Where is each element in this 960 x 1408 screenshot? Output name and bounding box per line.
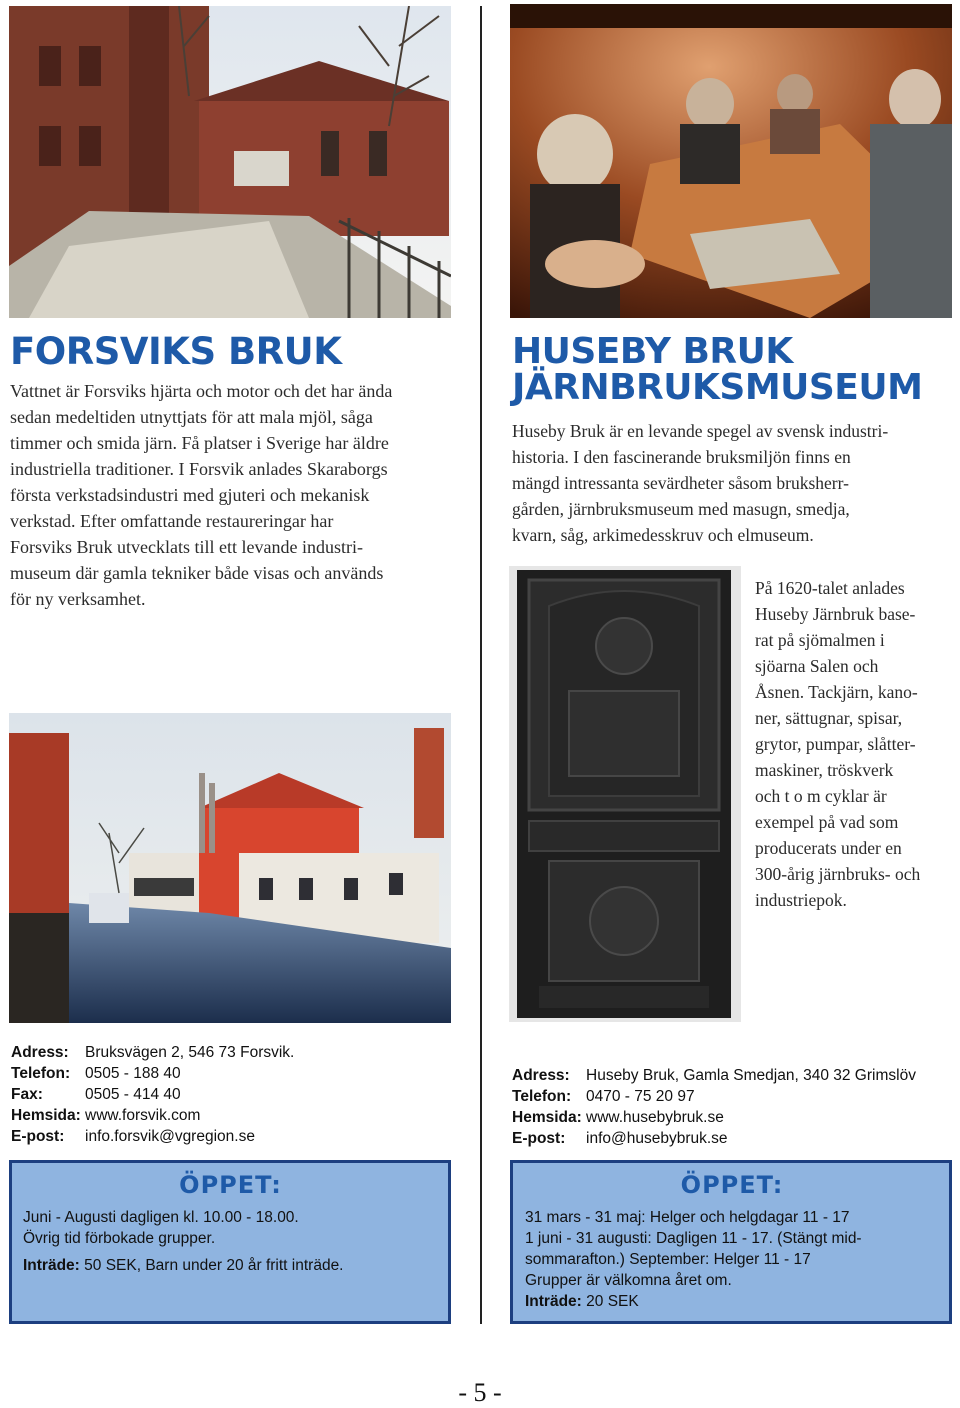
opening-line: 1 juni - 31 augusti: Dagligen 11 - 17. (Stängt mid- bbox=[525, 1230, 862, 1247]
photo-forsvik-mill bbox=[9, 6, 451, 318]
website-link[interactable]: www.forsvik.com bbox=[85, 1107, 201, 1124]
contact-label: E-post: bbox=[512, 1130, 566, 1147]
huseby-line: gården, järnbruksmuseum med masugn, smedja, bbox=[512, 499, 850, 519]
contact-value: 0470 - 75 20 97 bbox=[586, 1088, 695, 1105]
contact-label: Telefon: bbox=[11, 1065, 71, 1082]
side-line: grytor, pumpar, slåtter- bbox=[755, 734, 916, 754]
side-line: och t o m cyklar är bbox=[755, 786, 887, 806]
side-line: producerats under en bbox=[755, 838, 902, 858]
contact-label: Adress: bbox=[512, 1067, 570, 1084]
contact-label: Hemsida: bbox=[11, 1107, 81, 1124]
side-line: 300-årig järnbruks- och bbox=[755, 864, 921, 884]
forsvik-line: Vattnet är Forsviks hjärta och motor och det har ända bbox=[10, 381, 393, 401]
forsvik-contact bbox=[11, 1042, 294, 1147]
huseby-line: Huseby Bruk är en levande spegel av svensk industri- bbox=[512, 421, 889, 441]
page-number: - 5 - bbox=[458, 1378, 502, 1407]
entry-fee bbox=[525, 1291, 939, 1312]
opening-title: ÖPPET: bbox=[179, 1171, 282, 1199]
huseby-title-line2: JÄRNBRUKSMUSEUM bbox=[512, 367, 923, 408]
forsvik-title: FORSVIKS BRUK bbox=[10, 330, 342, 373]
side-line: industriepok. bbox=[755, 890, 847, 910]
side-line: maskiner, tröskverk bbox=[755, 760, 894, 780]
side-line: På 1620-talet anlades bbox=[755, 578, 905, 598]
contact-email bbox=[11, 1126, 294, 1147]
photo-forsvik-canal bbox=[9, 713, 451, 1023]
contact-label: Telefon: bbox=[512, 1088, 572, 1105]
forsvik-line: timmer och smida järn. Få platser i Sverige har äldre bbox=[10, 433, 389, 453]
huseby-opening-hours bbox=[510, 1160, 952, 1324]
huseby-description bbox=[512, 418, 888, 548]
contact-website bbox=[11, 1105, 294, 1126]
side-line: Huseby Järnbruk base- bbox=[755, 604, 916, 624]
contact-label: Fax: bbox=[11, 1086, 43, 1103]
photo-cast-iron-plate bbox=[509, 566, 741, 1022]
website-link[interactable]: www.husebybruk.se bbox=[586, 1109, 724, 1126]
entry-value: 50 SEK, Barn under 20 år fritt inträde. bbox=[84, 1257, 344, 1274]
opening-line: 31 mars - 31 maj: Helger och helgdagar 11 - 17 bbox=[525, 1209, 850, 1226]
huseby-contact bbox=[512, 1065, 916, 1149]
side-line: exempel på vad som bbox=[755, 812, 899, 832]
side-line: Åsnen. Tackjärn, kano- bbox=[755, 682, 918, 702]
contact-phone bbox=[11, 1063, 294, 1084]
huseby-line: mängd intressanta sevärdheter såsom bruksherr- bbox=[512, 473, 849, 493]
contact-label: E-post: bbox=[11, 1128, 65, 1145]
opening-line: sommarafton.) September: Helger 11 - 17 bbox=[525, 1251, 811, 1268]
contact-fax bbox=[11, 1084, 294, 1105]
huseby-line: historia. I den fascinerande bruksmiljön finns en bbox=[512, 447, 851, 467]
contact-phone bbox=[512, 1086, 916, 1107]
forsvik-description bbox=[10, 378, 392, 612]
huseby-title-line1: HUSEBY BRUK bbox=[512, 331, 793, 372]
side-line: rat på sjömalmen i bbox=[755, 630, 885, 650]
email-link[interactable]: info.forsvik@vgregion.se bbox=[85, 1128, 255, 1145]
contact-address bbox=[512, 1065, 916, 1086]
forsvik-line: museum där gamla tekniker både visas och används bbox=[10, 563, 384, 583]
email-link[interactable]: info@husebybruk.se bbox=[586, 1130, 728, 1147]
contact-value: 0505 - 188 40 bbox=[85, 1065, 181, 1082]
column-divider bbox=[480, 6, 482, 1324]
contact-value: Huseby Bruk, Gamla Smedjan, 340 32 Grimslöv bbox=[586, 1067, 916, 1084]
entry-label: Inträde: bbox=[23, 1257, 80, 1274]
forsvik-line: Forsviks Bruk utvecklats till ett levande industri- bbox=[10, 537, 363, 557]
entry-value: 20 SEK bbox=[586, 1293, 639, 1310]
huseby-side-text bbox=[755, 575, 920, 913]
opening-title: ÖPPET: bbox=[680, 1171, 784, 1199]
forsvik-line: industriella traditioner. I Forsvik anlades Skaraborgs bbox=[10, 459, 388, 479]
entry-fee bbox=[23, 1255, 438, 1276]
opening-line: Juni - Augusti dagligen kl. 10.00 - 18.00. bbox=[23, 1209, 299, 1226]
contact-value: 0505 - 414 40 bbox=[85, 1086, 181, 1103]
forsvik-opening-hours bbox=[9, 1160, 451, 1324]
opening-line: Grupper är välkomna året om. bbox=[525, 1272, 732, 1289]
contact-label: Hemsida: bbox=[512, 1109, 582, 1126]
forsvik-line: för ny verksamhet. bbox=[10, 589, 146, 609]
photo-museum-visitors bbox=[510, 4, 952, 318]
huseby-title bbox=[512, 331, 923, 408]
huseby-line: kvarn, såg, arkimedesskruv och elmuseum. bbox=[512, 525, 814, 545]
contact-website bbox=[512, 1107, 916, 1128]
contact-value: Bruksvägen 2, 546 73 Forsvik. bbox=[85, 1044, 295, 1061]
side-line: sjöarna Salen och bbox=[755, 656, 879, 676]
opening-line: Övrig tid förbokade grupper. bbox=[23, 1230, 216, 1247]
side-line: ner, sättugnar, spisar, bbox=[755, 708, 903, 728]
contact-address bbox=[11, 1042, 294, 1063]
forsvik-line: första verkstadsindustri med gjuteri och mekanisk bbox=[10, 485, 370, 505]
forsvik-line: verkstad. Efter omfattande restaureringar har bbox=[10, 511, 334, 531]
forsvik-line: sedan medeltiden utnyttjats för att mala mjöl, såga bbox=[10, 407, 373, 427]
contact-email bbox=[512, 1128, 916, 1149]
entry-label: Inträde: bbox=[525, 1293, 582, 1310]
contact-label: Adress: bbox=[11, 1044, 69, 1061]
